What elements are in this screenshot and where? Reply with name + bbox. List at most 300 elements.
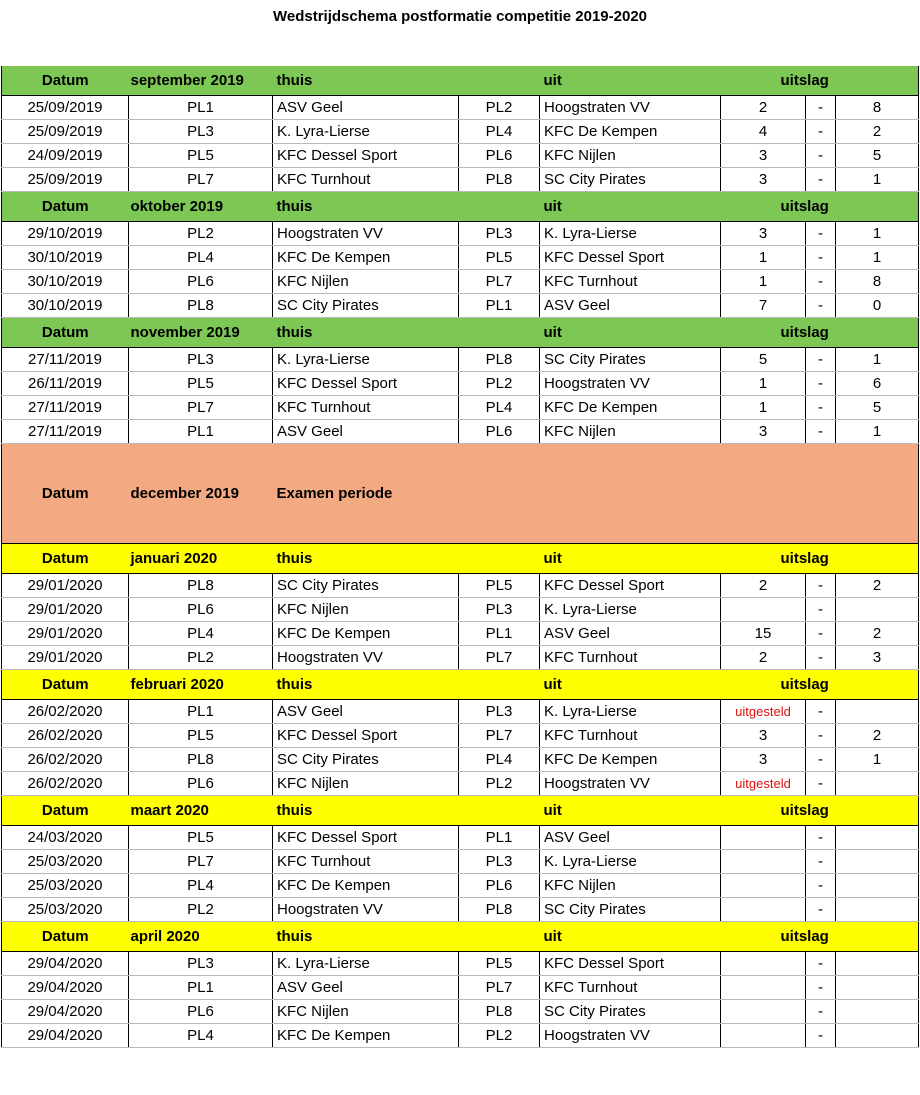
home-team-code: PL5 — [129, 826, 273, 850]
away-score: 3 — [836, 646, 919, 670]
away-team-code: PL7 — [459, 646, 540, 670]
home-score: 1 — [721, 396, 806, 420]
away-team-name: SC City Pirates — [540, 168, 721, 192]
home-team-name: ASV Geel — [273, 420, 459, 444]
away-team-code: PL5 — [459, 952, 540, 976]
away-team-code: PL5 — [459, 574, 540, 598]
match-date: 29/01/2020 — [2, 598, 129, 622]
score-separator: - — [806, 772, 836, 796]
away-team-code: PL3 — [459, 700, 540, 724]
away-team-code: PL8 — [459, 1000, 540, 1024]
away-team-code: PL2 — [459, 1024, 540, 1048]
score-separator: - — [806, 622, 836, 646]
away-score: 1 — [836, 246, 919, 270]
month-label: april 2020 — [129, 922, 273, 952]
away-score: 1 — [836, 420, 919, 444]
away-header-label: uit — [540, 670, 721, 700]
home-team-code: PL3 — [129, 348, 273, 372]
result-header-label: uitslag — [721, 544, 919, 574]
score-separator: - — [806, 1000, 836, 1024]
score-separator: - — [806, 420, 836, 444]
home-team-name: KFC Dessel Sport — [273, 724, 459, 748]
month-label: oktober 2019 — [129, 192, 273, 222]
home-score: 3 — [721, 168, 806, 192]
away-score — [836, 700, 919, 724]
match-row — [2, 976, 919, 1000]
result-header-label: uitslag — [721, 192, 919, 222]
match-row — [2, 372, 919, 396]
away-team-code: PL3 — [459, 222, 540, 246]
match-date: 26/02/2020 — [2, 700, 129, 724]
match-row — [2, 348, 919, 372]
away-score: 2 — [836, 120, 919, 144]
home-header-label: thuis — [273, 192, 540, 222]
month-label: maart 2020 — [129, 796, 273, 826]
month-header-row — [2, 796, 919, 826]
home-team-name: KFC De Kempen — [273, 622, 459, 646]
date-header-label: Datum — [2, 544, 129, 574]
match-date: 29/10/2019 — [2, 222, 129, 246]
match-date: 29/04/2020 — [2, 952, 129, 976]
away-score: 1 — [836, 748, 919, 772]
score-separator: - — [806, 700, 836, 724]
away-team-code: PL4 — [459, 748, 540, 772]
home-team-code: PL8 — [129, 748, 273, 772]
home-team-code: PL2 — [129, 222, 273, 246]
home-team-code: PL4 — [129, 622, 273, 646]
match-row — [2, 898, 919, 922]
away-score: 1 — [836, 168, 919, 192]
home-team-name: KFC De Kempen — [273, 246, 459, 270]
match-row — [2, 874, 919, 898]
match-row — [2, 574, 919, 598]
home-team-code: PL2 — [129, 898, 273, 922]
match-date: 25/03/2020 — [2, 898, 129, 922]
away-team-code: PL7 — [459, 976, 540, 1000]
away-team-code: PL4 — [459, 120, 540, 144]
match-row — [2, 1000, 919, 1024]
home-score — [721, 826, 806, 850]
match-date: 24/03/2020 — [2, 826, 129, 850]
home-team-code: PL6 — [129, 270, 273, 294]
score-separator: - — [806, 976, 836, 1000]
score-separator: - — [806, 396, 836, 420]
home-score: 2 — [721, 574, 806, 598]
match-date: 30/10/2019 — [2, 270, 129, 294]
home-team-name: KFC Turnhout — [273, 850, 459, 874]
score-separator: - — [806, 96, 836, 120]
home-header-label: thuis — [273, 796, 540, 826]
home-score: 3 — [721, 222, 806, 246]
away-score — [836, 772, 919, 796]
match-row — [2, 120, 919, 144]
month-header-row — [2, 922, 919, 952]
match-date: 29/04/2020 — [2, 1024, 129, 1048]
match-date: 30/10/2019 — [2, 294, 129, 318]
away-team-name: KFC De Kempen — [540, 748, 721, 772]
home-team-code: PL1 — [129, 700, 273, 724]
match-date: 27/11/2019 — [2, 420, 129, 444]
away-score: 8 — [836, 270, 919, 294]
away-header-label: uit — [540, 192, 721, 222]
away-team-code: PL7 — [459, 724, 540, 748]
home-team-code: PL3 — [129, 120, 273, 144]
score-separator: - — [806, 270, 836, 294]
away-team-code: PL3 — [459, 598, 540, 622]
date-header-label: Datum — [2, 444, 129, 544]
home-team-name: K. Lyra-Lierse — [273, 952, 459, 976]
result-header-label: uitslag — [721, 796, 919, 826]
home-team-code: PL7 — [129, 168, 273, 192]
match-date: 25/09/2019 — [2, 96, 129, 120]
home-team-code: PL6 — [129, 772, 273, 796]
result-header-label: uitslag — [721, 66, 919, 96]
match-row — [2, 294, 919, 318]
home-score: 3 — [721, 420, 806, 444]
score-separator: - — [806, 574, 836, 598]
result-header-label: uitslag — [721, 922, 919, 952]
away-header-label: uit — [540, 66, 721, 96]
match-date: 29/04/2020 — [2, 976, 129, 1000]
away-team-name: K. Lyra-Lierse — [540, 222, 721, 246]
month-label: december 2019 — [129, 444, 273, 544]
away-team-code: PL6 — [459, 874, 540, 898]
away-team-code: PL2 — [459, 772, 540, 796]
match-row — [2, 144, 919, 168]
home-header-label: thuis — [273, 922, 540, 952]
date-header-label: Datum — [2, 796, 129, 826]
away-score — [836, 826, 919, 850]
away-header-label: uit — [540, 796, 721, 826]
month-label: januari 2020 — [129, 544, 273, 574]
away-team-code: PL6 — [459, 420, 540, 444]
away-team-name: Hoogstraten VV — [540, 1024, 721, 1048]
score-separator: - — [806, 898, 836, 922]
home-score — [721, 1000, 806, 1024]
match-row — [2, 826, 919, 850]
home-team-name: KFC Dessel Sport — [273, 372, 459, 396]
score-separator: - — [806, 222, 836, 246]
match-date: 25/09/2019 — [2, 168, 129, 192]
home-team-code: PL5 — [129, 372, 273, 396]
away-team-name: KFC Turnhout — [540, 724, 721, 748]
score-separator: - — [806, 598, 836, 622]
home-header-label: thuis — [273, 318, 540, 348]
away-team-name: KFC De Kempen — [540, 396, 721, 420]
home-team-name: SC City Pirates — [273, 574, 459, 598]
match-row — [2, 622, 919, 646]
home-score: 2 — [721, 96, 806, 120]
home-team-code: PL8 — [129, 574, 273, 598]
away-team-code: PL8 — [459, 168, 540, 192]
exam-period-row — [2, 444, 919, 544]
away-team-name: ASV Geel — [540, 622, 721, 646]
away-team-code: PL2 — [459, 372, 540, 396]
home-team-name: Hoogstraten VV — [273, 222, 459, 246]
exam-period-label: Examen periode — [273, 444, 919, 544]
home-team-code: PL8 — [129, 294, 273, 318]
match-date: 29/01/2020 — [2, 646, 129, 670]
home-team-name: Hoogstraten VV — [273, 898, 459, 922]
away-team-name: ASV Geel — [540, 294, 721, 318]
home-team-code: PL1 — [129, 976, 273, 1000]
home-score — [721, 976, 806, 1000]
away-score: 8 — [836, 96, 919, 120]
home-score: 1 — [721, 270, 806, 294]
score-separator: - — [806, 294, 836, 318]
home-score: 1 — [721, 246, 806, 270]
away-team-name: KFC Turnhout — [540, 646, 721, 670]
away-score: 2 — [836, 724, 919, 748]
home-score — [721, 898, 806, 922]
result-header-label: uitslag — [721, 318, 919, 348]
home-team-name: Hoogstraten VV — [273, 646, 459, 670]
postponed-status: uitgesteld — [721, 700, 806, 724]
match-row — [2, 700, 919, 724]
home-team-code: PL4 — [129, 874, 273, 898]
home-team-name: KFC Nijlen — [273, 598, 459, 622]
score-separator: - — [806, 168, 836, 192]
away-team-name: KFC Dessel Sport — [540, 246, 721, 270]
score-separator: - — [806, 850, 836, 874]
home-team-code: PL3 — [129, 952, 273, 976]
home-team-name: KFC De Kempen — [273, 874, 459, 898]
month-header-row — [2, 192, 919, 222]
home-score: 3 — [721, 748, 806, 772]
home-team-name: KFC Dessel Sport — [273, 826, 459, 850]
away-team-name: SC City Pirates — [540, 1000, 721, 1024]
home-team-code: PL6 — [129, 1000, 273, 1024]
home-team-name: KFC Nijlen — [273, 270, 459, 294]
score-separator: - — [806, 748, 836, 772]
away-team-code: PL5 — [459, 246, 540, 270]
month-label: november 2019 — [129, 318, 273, 348]
home-team-name: KFC De Kempen — [273, 1024, 459, 1048]
home-team-code: PL4 — [129, 1024, 273, 1048]
home-score — [721, 952, 806, 976]
away-score: 2 — [836, 622, 919, 646]
away-score — [836, 898, 919, 922]
match-row — [2, 246, 919, 270]
score-separator: - — [806, 348, 836, 372]
match-row — [2, 1024, 919, 1048]
away-team-code: PL8 — [459, 898, 540, 922]
away-team-name: K. Lyra-Lierse — [540, 598, 721, 622]
home-team-code: PL7 — [129, 850, 273, 874]
result-header-label: uitslag — [721, 670, 919, 700]
score-separator: - — [806, 826, 836, 850]
month-header-row — [2, 670, 919, 700]
postponed-status: uitgesteld — [721, 772, 806, 796]
match-date: 25/09/2019 — [2, 120, 129, 144]
score-separator: - — [806, 724, 836, 748]
away-score: 0 — [836, 294, 919, 318]
home-team-name: ASV Geel — [273, 700, 459, 724]
away-team-name: KFC Turnhout — [540, 270, 721, 294]
date-header-label: Datum — [2, 66, 129, 96]
match-schedule-table — [1, 66, 919, 1048]
home-header-label: thuis — [273, 66, 540, 96]
match-schedule-body — [2, 66, 919, 1048]
match-date: 29/04/2020 — [2, 1000, 129, 1024]
away-team-name: Hoogstraten VV — [540, 96, 721, 120]
away-score — [836, 874, 919, 898]
home-header-label: thuis — [273, 670, 540, 700]
away-team-code: PL8 — [459, 348, 540, 372]
home-header-label: thuis — [273, 544, 540, 574]
date-header-label: Datum — [2, 922, 129, 952]
match-row — [2, 724, 919, 748]
match-date: 27/11/2019 — [2, 348, 129, 372]
home-score: 4 — [721, 120, 806, 144]
home-team-name: KFC Turnhout — [273, 396, 459, 420]
away-team-name: SC City Pirates — [540, 348, 721, 372]
away-team-code: PL6 — [459, 144, 540, 168]
home-score: 15 — [721, 622, 806, 646]
home-score: 2 — [721, 646, 806, 670]
match-date: 26/02/2020 — [2, 724, 129, 748]
home-score — [721, 1024, 806, 1048]
match-date: 30/10/2019 — [2, 246, 129, 270]
score-separator: - — [806, 952, 836, 976]
away-team-name: KFC De Kempen — [540, 120, 721, 144]
match-row — [2, 598, 919, 622]
home-team-code: PL1 — [129, 96, 273, 120]
away-team-name: KFC Nijlen — [540, 144, 721, 168]
match-date: 29/01/2020 — [2, 622, 129, 646]
home-score — [721, 598, 806, 622]
home-team-code: PL7 — [129, 396, 273, 420]
home-team-code: PL2 — [129, 646, 273, 670]
score-separator: - — [806, 372, 836, 396]
home-score: 3 — [721, 724, 806, 748]
away-header-label: uit — [540, 318, 721, 348]
away-score — [836, 1000, 919, 1024]
home-score — [721, 850, 806, 874]
away-team-code: PL3 — [459, 850, 540, 874]
match-row — [2, 168, 919, 192]
match-row — [2, 850, 919, 874]
away-team-code: PL7 — [459, 270, 540, 294]
away-team-name: K. Lyra-Lierse — [540, 700, 721, 724]
match-date: 26/02/2020 — [2, 748, 129, 772]
match-date: 29/01/2020 — [2, 574, 129, 598]
home-team-name: ASV Geel — [273, 976, 459, 1000]
away-score: 6 — [836, 372, 919, 396]
home-team-name: KFC Nijlen — [273, 1000, 459, 1024]
match-row — [2, 952, 919, 976]
match-date: 25/03/2020 — [2, 874, 129, 898]
away-team-name: KFC Nijlen — [540, 874, 721, 898]
home-team-code: PL5 — [129, 724, 273, 748]
away-team-name: KFC Dessel Sport — [540, 574, 721, 598]
match-row — [2, 748, 919, 772]
month-header-row — [2, 318, 919, 348]
away-team-code: PL2 — [459, 96, 540, 120]
away-score: 5 — [836, 396, 919, 420]
score-separator: - — [806, 1024, 836, 1048]
away-team-code: PL1 — [459, 294, 540, 318]
score-separator: - — [806, 144, 836, 168]
away-score — [836, 952, 919, 976]
home-team-name: SC City Pirates — [273, 748, 459, 772]
home-team-code: PL4 — [129, 246, 273, 270]
home-score: 1 — [721, 372, 806, 396]
month-label: februari 2020 — [129, 670, 273, 700]
away-team-code: PL4 — [459, 396, 540, 420]
away-team-name: SC City Pirates — [540, 898, 721, 922]
match-row — [2, 396, 919, 420]
away-score — [836, 598, 919, 622]
away-team-code: PL1 — [459, 826, 540, 850]
match-row — [2, 646, 919, 670]
date-header-label: Datum — [2, 192, 129, 222]
away-team-name: K. Lyra-Lierse — [540, 850, 721, 874]
home-team-name: KFC Turnhout — [273, 168, 459, 192]
away-header-label: uit — [540, 922, 721, 952]
home-team-name: K. Lyra-Lierse — [273, 120, 459, 144]
home-score: 3 — [721, 144, 806, 168]
match-row — [2, 772, 919, 796]
date-header-label: Datum — [2, 670, 129, 700]
match-date: 27/11/2019 — [2, 396, 129, 420]
home-score — [721, 874, 806, 898]
away-score — [836, 850, 919, 874]
score-separator: - — [806, 874, 836, 898]
away-team-code: PL1 — [459, 622, 540, 646]
match-row — [2, 420, 919, 444]
away-score — [836, 976, 919, 1000]
home-team-name: KFC Dessel Sport — [273, 144, 459, 168]
away-score: 2 — [836, 574, 919, 598]
score-separator: - — [806, 246, 836, 270]
away-team-name: Hoogstraten VV — [540, 772, 721, 796]
score-separator: - — [806, 120, 836, 144]
away-team-name: KFC Turnhout — [540, 976, 721, 1000]
away-team-name: KFC Nijlen — [540, 420, 721, 444]
month-header-row — [2, 66, 919, 96]
home-team-name: SC City Pirates — [273, 294, 459, 318]
month-header-row — [2, 544, 919, 574]
home-team-code: PL5 — [129, 144, 273, 168]
match-date: 25/03/2020 — [2, 850, 129, 874]
home-team-name: K. Lyra-Lierse — [273, 348, 459, 372]
match-row — [2, 270, 919, 294]
away-score — [836, 1024, 919, 1048]
score-separator: - — [806, 646, 836, 670]
home-team-code: PL6 — [129, 598, 273, 622]
date-header-label: Datum — [2, 318, 129, 348]
home-team-name: ASV Geel — [273, 96, 459, 120]
match-row — [2, 222, 919, 246]
match-date: 24/09/2019 — [2, 144, 129, 168]
home-score: 7 — [721, 294, 806, 318]
page-title: Wedstrijdschema postformatie competitie 2019-2020 — [272, 8, 648, 25]
away-team-name: Hoogstraten VV — [540, 372, 721, 396]
home-score: 5 — [721, 348, 806, 372]
home-team-name: KFC Nijlen — [273, 772, 459, 796]
match-date: 26/11/2019 — [2, 372, 129, 396]
away-score: 1 — [836, 348, 919, 372]
away-score: 5 — [836, 144, 919, 168]
away-score: 1 — [836, 222, 919, 246]
month-label: september 2019 — [129, 66, 273, 96]
match-date: 26/02/2020 — [2, 772, 129, 796]
away-header-label: uit — [540, 544, 721, 574]
away-team-name: ASV Geel — [540, 826, 721, 850]
match-row — [2, 96, 919, 120]
away-team-name: KFC Dessel Sport — [540, 952, 721, 976]
